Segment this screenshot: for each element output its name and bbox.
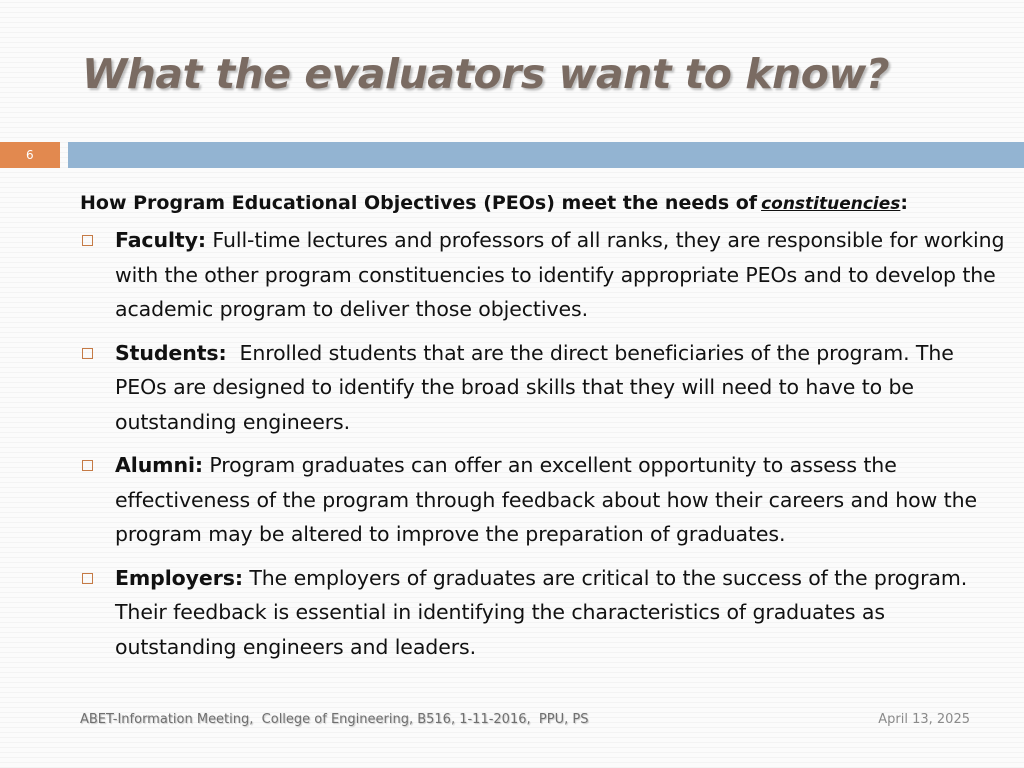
bullet-term: Faculty: bbox=[115, 228, 206, 252]
slide-content bbox=[80, 186, 1005, 673]
square-bullet-icon bbox=[82, 460, 93, 471]
footer-date: April 13, 2025 bbox=[878, 712, 970, 727]
intro-text: How Program Educational Objectives (PEOs) meet the needs of bbox=[80, 192, 758, 214]
slide-title: What the evaluators want to know? bbox=[82, 50, 890, 98]
square-bullet-icon bbox=[82, 235, 93, 246]
bullet-text: Enrolled students that are the direct beneficiaries of the program. The PEOs are designed to identify the broad skills that they will need to have to be outstanding engineers. bbox=[115, 340, 961, 434]
bullet-text: The employers of graduates are critical to the success of the program. Their feedback is essential in identifying the characteristics of graduates as outstanding engineers and leaders. bbox=[115, 565, 968, 659]
footer-meeting-info: ABET-Information Meeting, College of Engineering, B516, 1-11-2016, PPU, PS bbox=[80, 712, 589, 727]
intro-emphasis: constituencies bbox=[761, 194, 901, 214]
intro-line bbox=[80, 186, 1005, 221]
bullet-item-employers bbox=[80, 561, 1005, 665]
bullet-term: Students: bbox=[115, 340, 227, 365]
intro-suffix: : bbox=[900, 192, 909, 214]
bullet-term: Employers: bbox=[115, 565, 243, 590]
bullet-text: Program graduates can offer an excellent opportunity to assess the effectiveness of the program through feedback about how their careers and how the program may be altered to improve the preparation of graduates. bbox=[115, 453, 977, 546]
square-bullet-icon bbox=[82, 348, 93, 359]
slide-number: 6 bbox=[0, 142, 60, 168]
square-bullet-icon bbox=[82, 573, 93, 584]
bullet-term: Alumni: bbox=[115, 453, 203, 477]
bullet-list bbox=[80, 223, 1005, 664]
bullet-item-students bbox=[80, 336, 1005, 440]
bullet-item-alumni bbox=[80, 448, 1005, 552]
bullet-item-faculty bbox=[80, 223, 1005, 327]
bullet-text: Full-time lectures and professors of all ranks, they are responsible for working with the other program constituencies to identify appropriate PEOs and to develop the academic program to deliver those objectives. bbox=[115, 228, 1005, 321]
header-bar bbox=[68, 142, 1024, 168]
